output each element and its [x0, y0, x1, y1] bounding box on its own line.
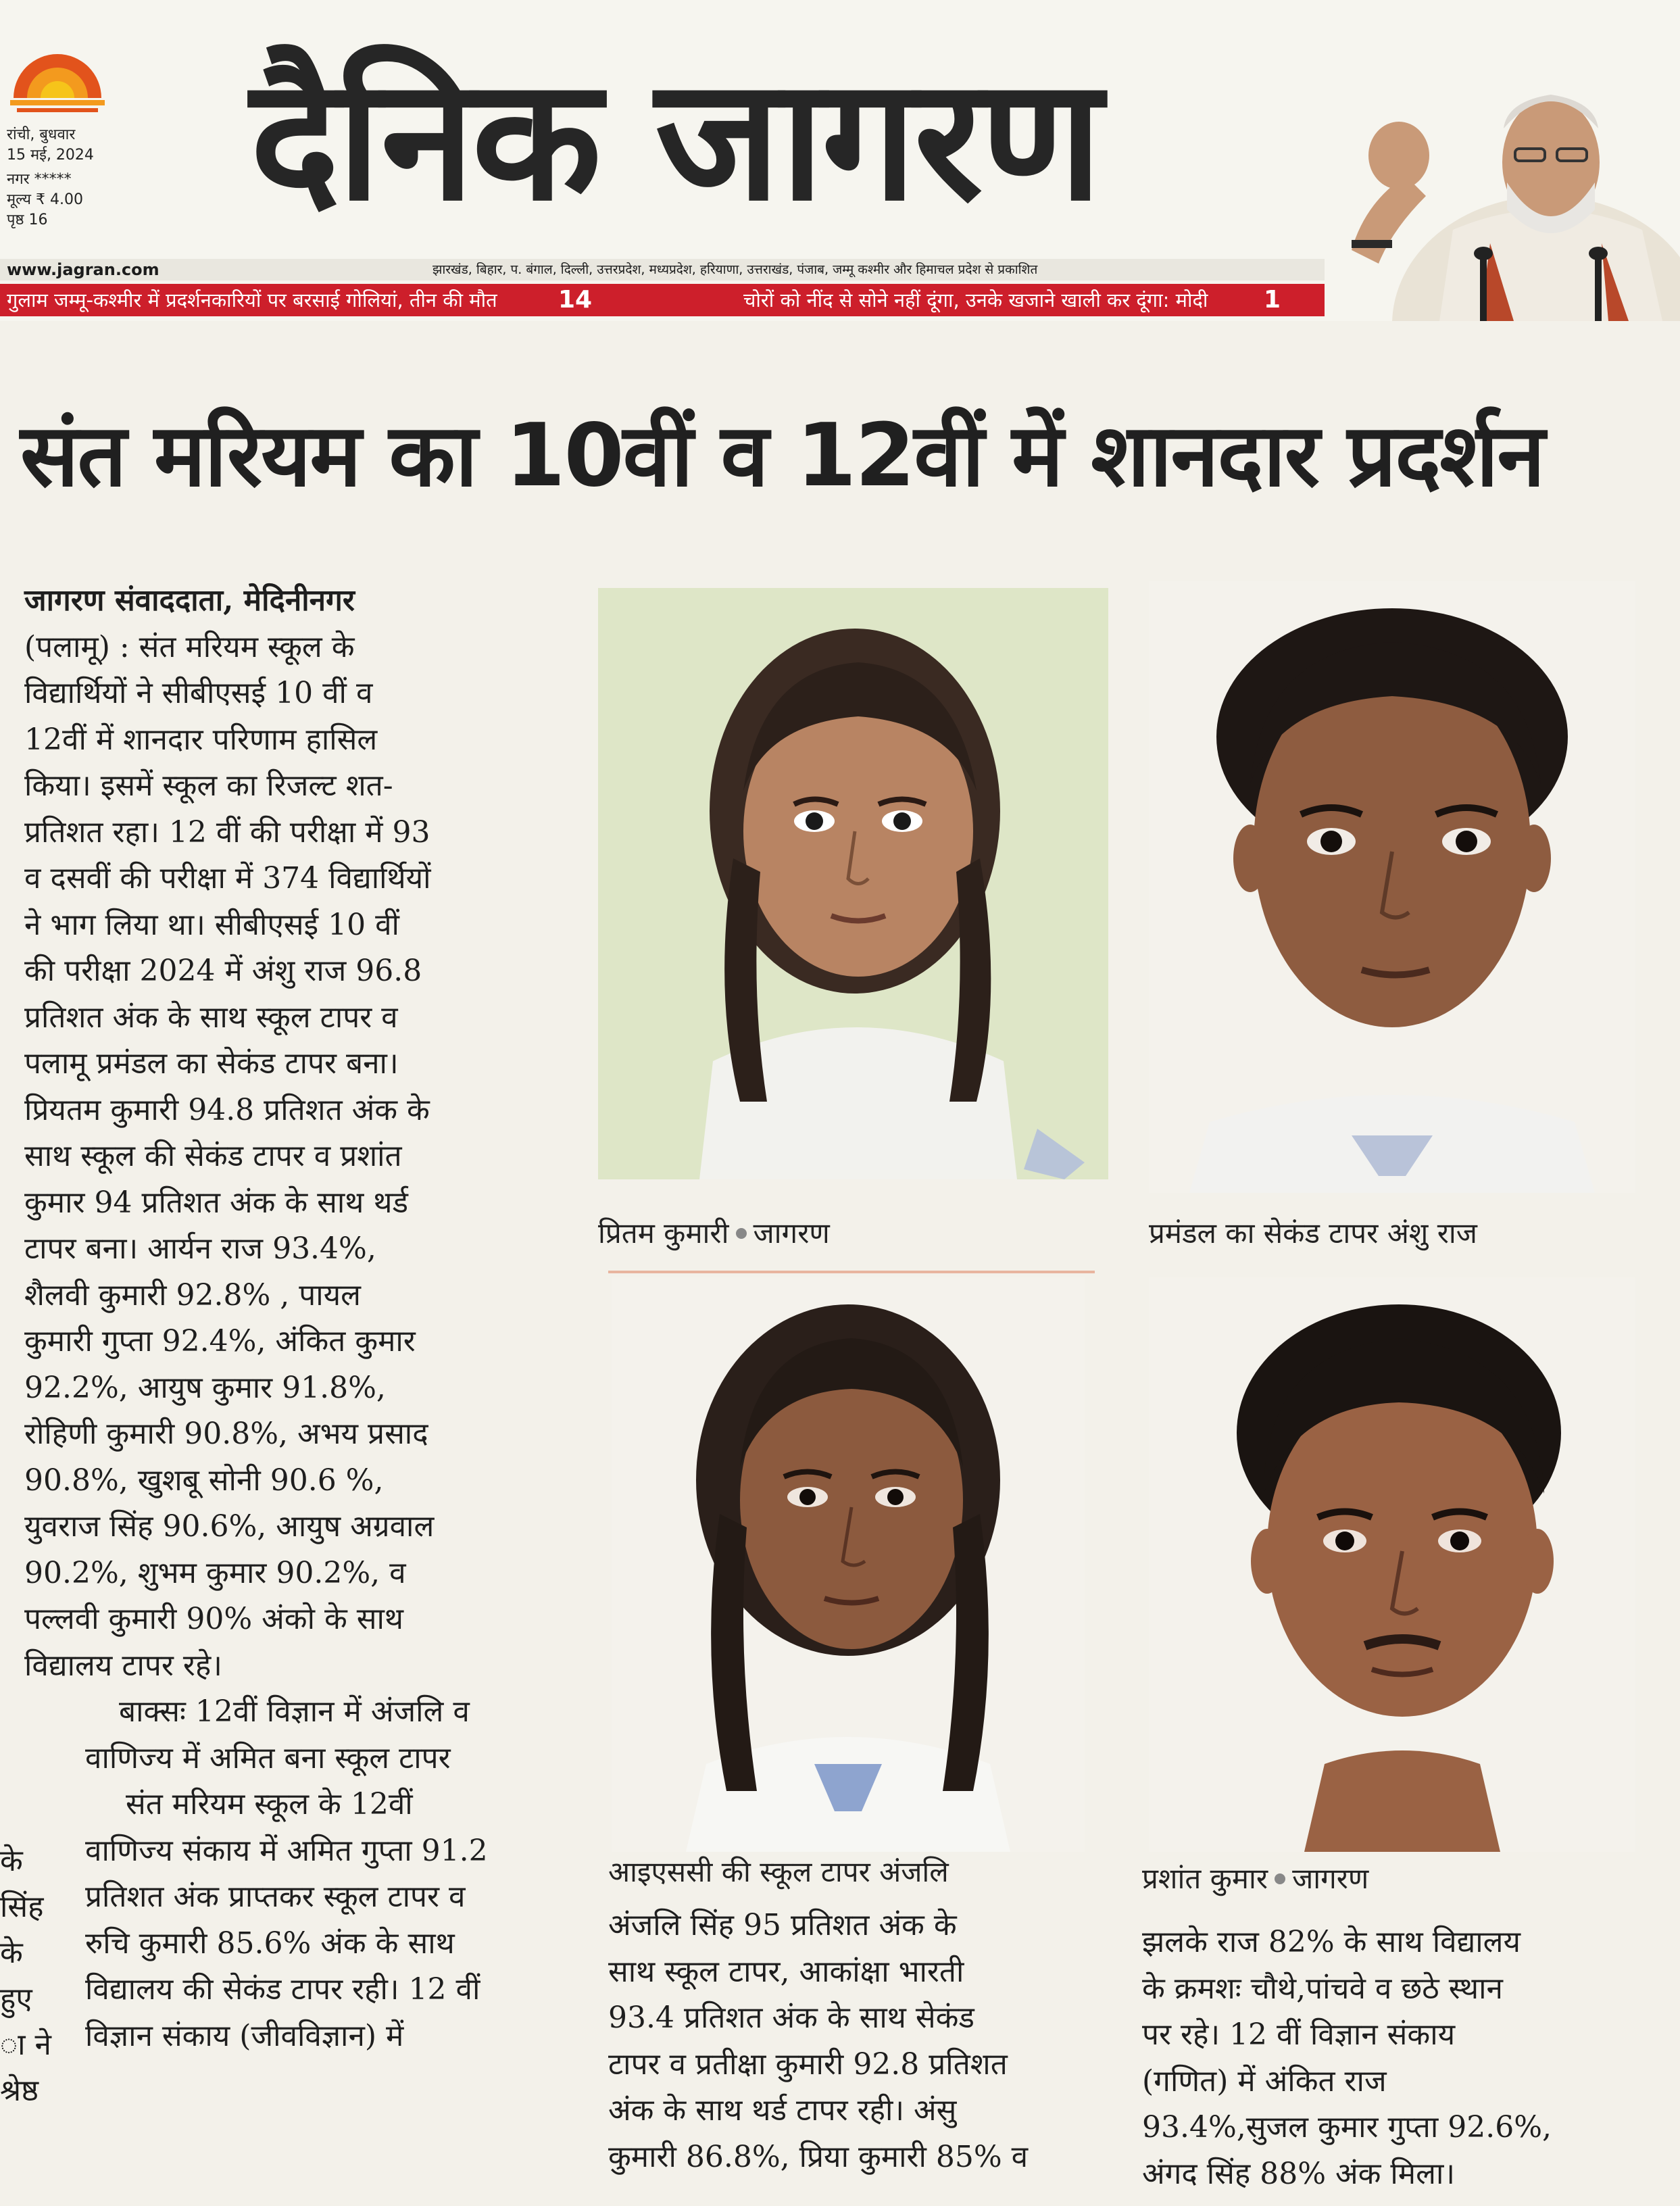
teaser-right-headline[interactable]: चोरों को नींद से सोने नहीं दूंगा, उनके खजाने खाली कर दूंगा: मोदी: [743, 289, 1208, 312]
body-line: प्रतिशत अंक प्राप्तकर स्कूल टापर व: [85, 1880, 466, 1914]
body-line: 93.4%,सुजल कुमार गुप्ता 92.6%,: [1142, 2110, 1552, 2144]
body-line: अंजलि सिंह 95 प्रतिशत अंक के: [608, 1908, 957, 1942]
box-subhead: बाक्सः 12वीं विज्ञान में अंजलि व: [119, 1694, 470, 1729]
body-line: साथ स्कूल टापर, आकांक्षा भारती: [608, 1954, 964, 1989]
adjacent-article-fragment: [0, 1838, 54, 2114]
photo-pritam-kumari: [598, 588, 1108, 1179]
caption-credit: जागरण: [753, 1217, 830, 1250]
fragment-line: सिंह: [0, 1890, 44, 1924]
body-line: प्रियतम कुमारी 94.8 प्रतिशत अंक के: [24, 1092, 430, 1127]
caption-name: प्रितम कुमारी: [598, 1217, 729, 1250]
body-line: पल्लवी कुमारी 90% अंको के साथ: [24, 1602, 403, 1636]
city-day: रांची, बुधवार: [7, 126, 76, 143]
body-line: कुमार 94 प्रतिशत अंक के साथ थर्ड: [24, 1185, 409, 1220]
body-line: कुमारी गुप्ता 92.4%, अंकित कुमार: [24, 1324, 416, 1358]
caption-name: प्रशांत कुमार: [1142, 1862, 1268, 1895]
body-line: युवराज सिंह 90.6%, आयुष अग्रवाल: [24, 1509, 435, 1544]
body-line: पर रहे। 12 वीं विज्ञान संकाय: [1142, 2017, 1456, 2052]
body-line: टापर व प्रतीक्षा कुमारी 92.8 प्रतिशत: [608, 2046, 1008, 2082]
body-line: विद्यालय की सेकंड टापर रही। 12 वीं: [85, 1972, 480, 2007]
photo-1-caption: [598, 1213, 830, 1254]
article-column-3: [1142, 1919, 1629, 2197]
photo-anshu-raj: [1149, 581, 1635, 1193]
fragment-line: हुए: [0, 1982, 32, 2016]
body-line: विद्यालय टापर रहे।: [24, 1648, 222, 1683]
body-line: विद्यार्थियों ने सीबीएसई 10 वीं व: [24, 676, 373, 710]
edition-label: नगर *****: [7, 171, 72, 188]
photo-anjali: [612, 1277, 1085, 1852]
body-line: के क्रमशः चौथे,पांचवे व छठे स्थान: [1142, 1971, 1503, 2006]
photo-4-caption: [1142, 1859, 1368, 1899]
pages-label: पृष्ठ 16: [7, 212, 48, 228]
body-line: अंगद सिंह 88% अंक मिला।: [1142, 2156, 1456, 2191]
body-line: शैलवी कुमारी 92.8% , पायल: [24, 1277, 361, 1313]
dateline-block: [7, 125, 94, 230]
body-line: किया। इसमें स्कूल का रिजल्ट शत-: [24, 768, 393, 803]
body-line: 90.8%, खुशबू सोनी 90.6 %,: [24, 1463, 384, 1498]
body-line: विज्ञान संकाय (जीवविज्ञान) में: [85, 2018, 404, 2053]
body-line: जागरण संवाददाता, मेदिनीनगर: [24, 583, 355, 618]
bullet-icon: [1275, 1873, 1285, 1884]
caption-credit: जागरण: [1292, 1862, 1369, 1895]
photo-2-caption: प्रमंडल का सेकंड टापर अंशु राज: [1149, 1217, 1477, 1250]
body-line: 93.4 प्रतिशत अंक के साथ सेकंड: [608, 2001, 974, 2035]
article-headline: संत मरियम का 10वीं व 12वीं में शानदार प्रदर्शन: [20, 406, 1544, 506]
fragment-line: ा ने: [0, 2028, 51, 2062]
body-line: प्रतिशत रहा। 12 वीं की परीक्षा में 93: [24, 814, 430, 850]
body-line: अंक के साथ थर्ड टापर रही। अंसु: [608, 2093, 957, 2128]
body-line: कुमारी 86.8%, प्रिया कुमारी 85% व: [608, 2139, 1029, 2174]
article-column-1: [24, 578, 558, 2059]
body-line: (गणित) में अंकित राज: [1142, 2063, 1387, 2099]
photo-3-caption: आइएससी की स्कूल टापर अंजलि: [608, 1855, 949, 1888]
fragment-line: के: [0, 1844, 23, 1878]
body-line: वाणिज्य संकाय में अमित गुप्ता 91.2: [85, 1833, 488, 1868]
body-line: 90.2%, शुभम कुमार 90.2%, व: [24, 1555, 406, 1590]
fragment-line: श्रेष्ठ: [0, 2074, 39, 2108]
article-column-2: [608, 1903, 1102, 2180]
jagran-sun-logo: [7, 47, 108, 115]
issue-date: 15 मई, 2024: [7, 147, 94, 164]
teaser-right-page-number: 1: [1264, 286, 1281, 314]
photo-prashant-kumar: [1149, 1277, 1635, 1852]
body-line: की परीक्षा 2024 में अंशु राज 96.8: [24, 954, 422, 988]
body-line: रोहिणी कुमारी 90.8%, अभय प्रसाद: [24, 1417, 428, 1451]
masthead-portrait-photo: [1325, 27, 1680, 321]
body-line: पलामू प्रमंडल का सेकंड टापर बना।: [24, 1046, 399, 1081]
body-line: व दसवीं की परीक्षा में 374 विद्यार्थियों: [24, 861, 431, 896]
photo-divider-rule: [608, 1271, 1095, 1273]
site-url[interactable]: www.jagran.com: [7, 260, 159, 279]
body-line: ने भाग लिया था। सीबीएसई 10 वीं: [24, 907, 399, 942]
box-subhead: वाणिज्य में अमित बना स्कूल टापर: [85, 1740, 451, 1775]
body-line: 92.2%, आयुष कुमार 91.8%,: [24, 1370, 386, 1405]
body-line: संत मरियम स्कूल के 12वीं: [126, 1787, 413, 1821]
body-line: रुचि कुमारी 85.6% अंक के साथ: [85, 1926, 455, 1961]
fragment-line: के: [0, 1936, 23, 1970]
body-line: झलके राज 82% के साथ विद्यालय: [1142, 1925, 1521, 1959]
body-line: साथ स्कूल की सेकंड टापर व प्रशांत: [24, 1139, 402, 1173]
teaser-left-headline[interactable]: गुलाम जम्मू-कश्मीर में प्रदर्शनकारियों पर बरसाई गोलियां, तीन की मौत: [7, 289, 497, 312]
body-line: प्रतिशत अंक के साथ स्कूल टापर व: [24, 1000, 398, 1035]
body-line: टापर बना। आर्यन राज 93.4%,: [24, 1231, 376, 1266]
editions-line: झारखंड, बिहार, प. बंगाल, दिल्ली, उत्तरप्रदेश, मध्यप्रदेश, हरियाणा, उत्तराखंड, पंजाब, जम्मू कश्मीर और हिमाचल प्रदेश से प्रकाशित: [433, 262, 1038, 277]
teaser-left-page-number: 14: [558, 286, 593, 314]
bullet-icon: [736, 1228, 747, 1239]
price-label: मूल्य ₹ 4.00: [7, 191, 83, 208]
body-line: 12वीं में शानदार परिणाम हासिल: [24, 722, 378, 757]
newspaper-title: दैनिक जागरण: [250, 39, 1100, 238]
body-line: (पलामू) : संत मरियम स्कूल के: [24, 629, 355, 664]
